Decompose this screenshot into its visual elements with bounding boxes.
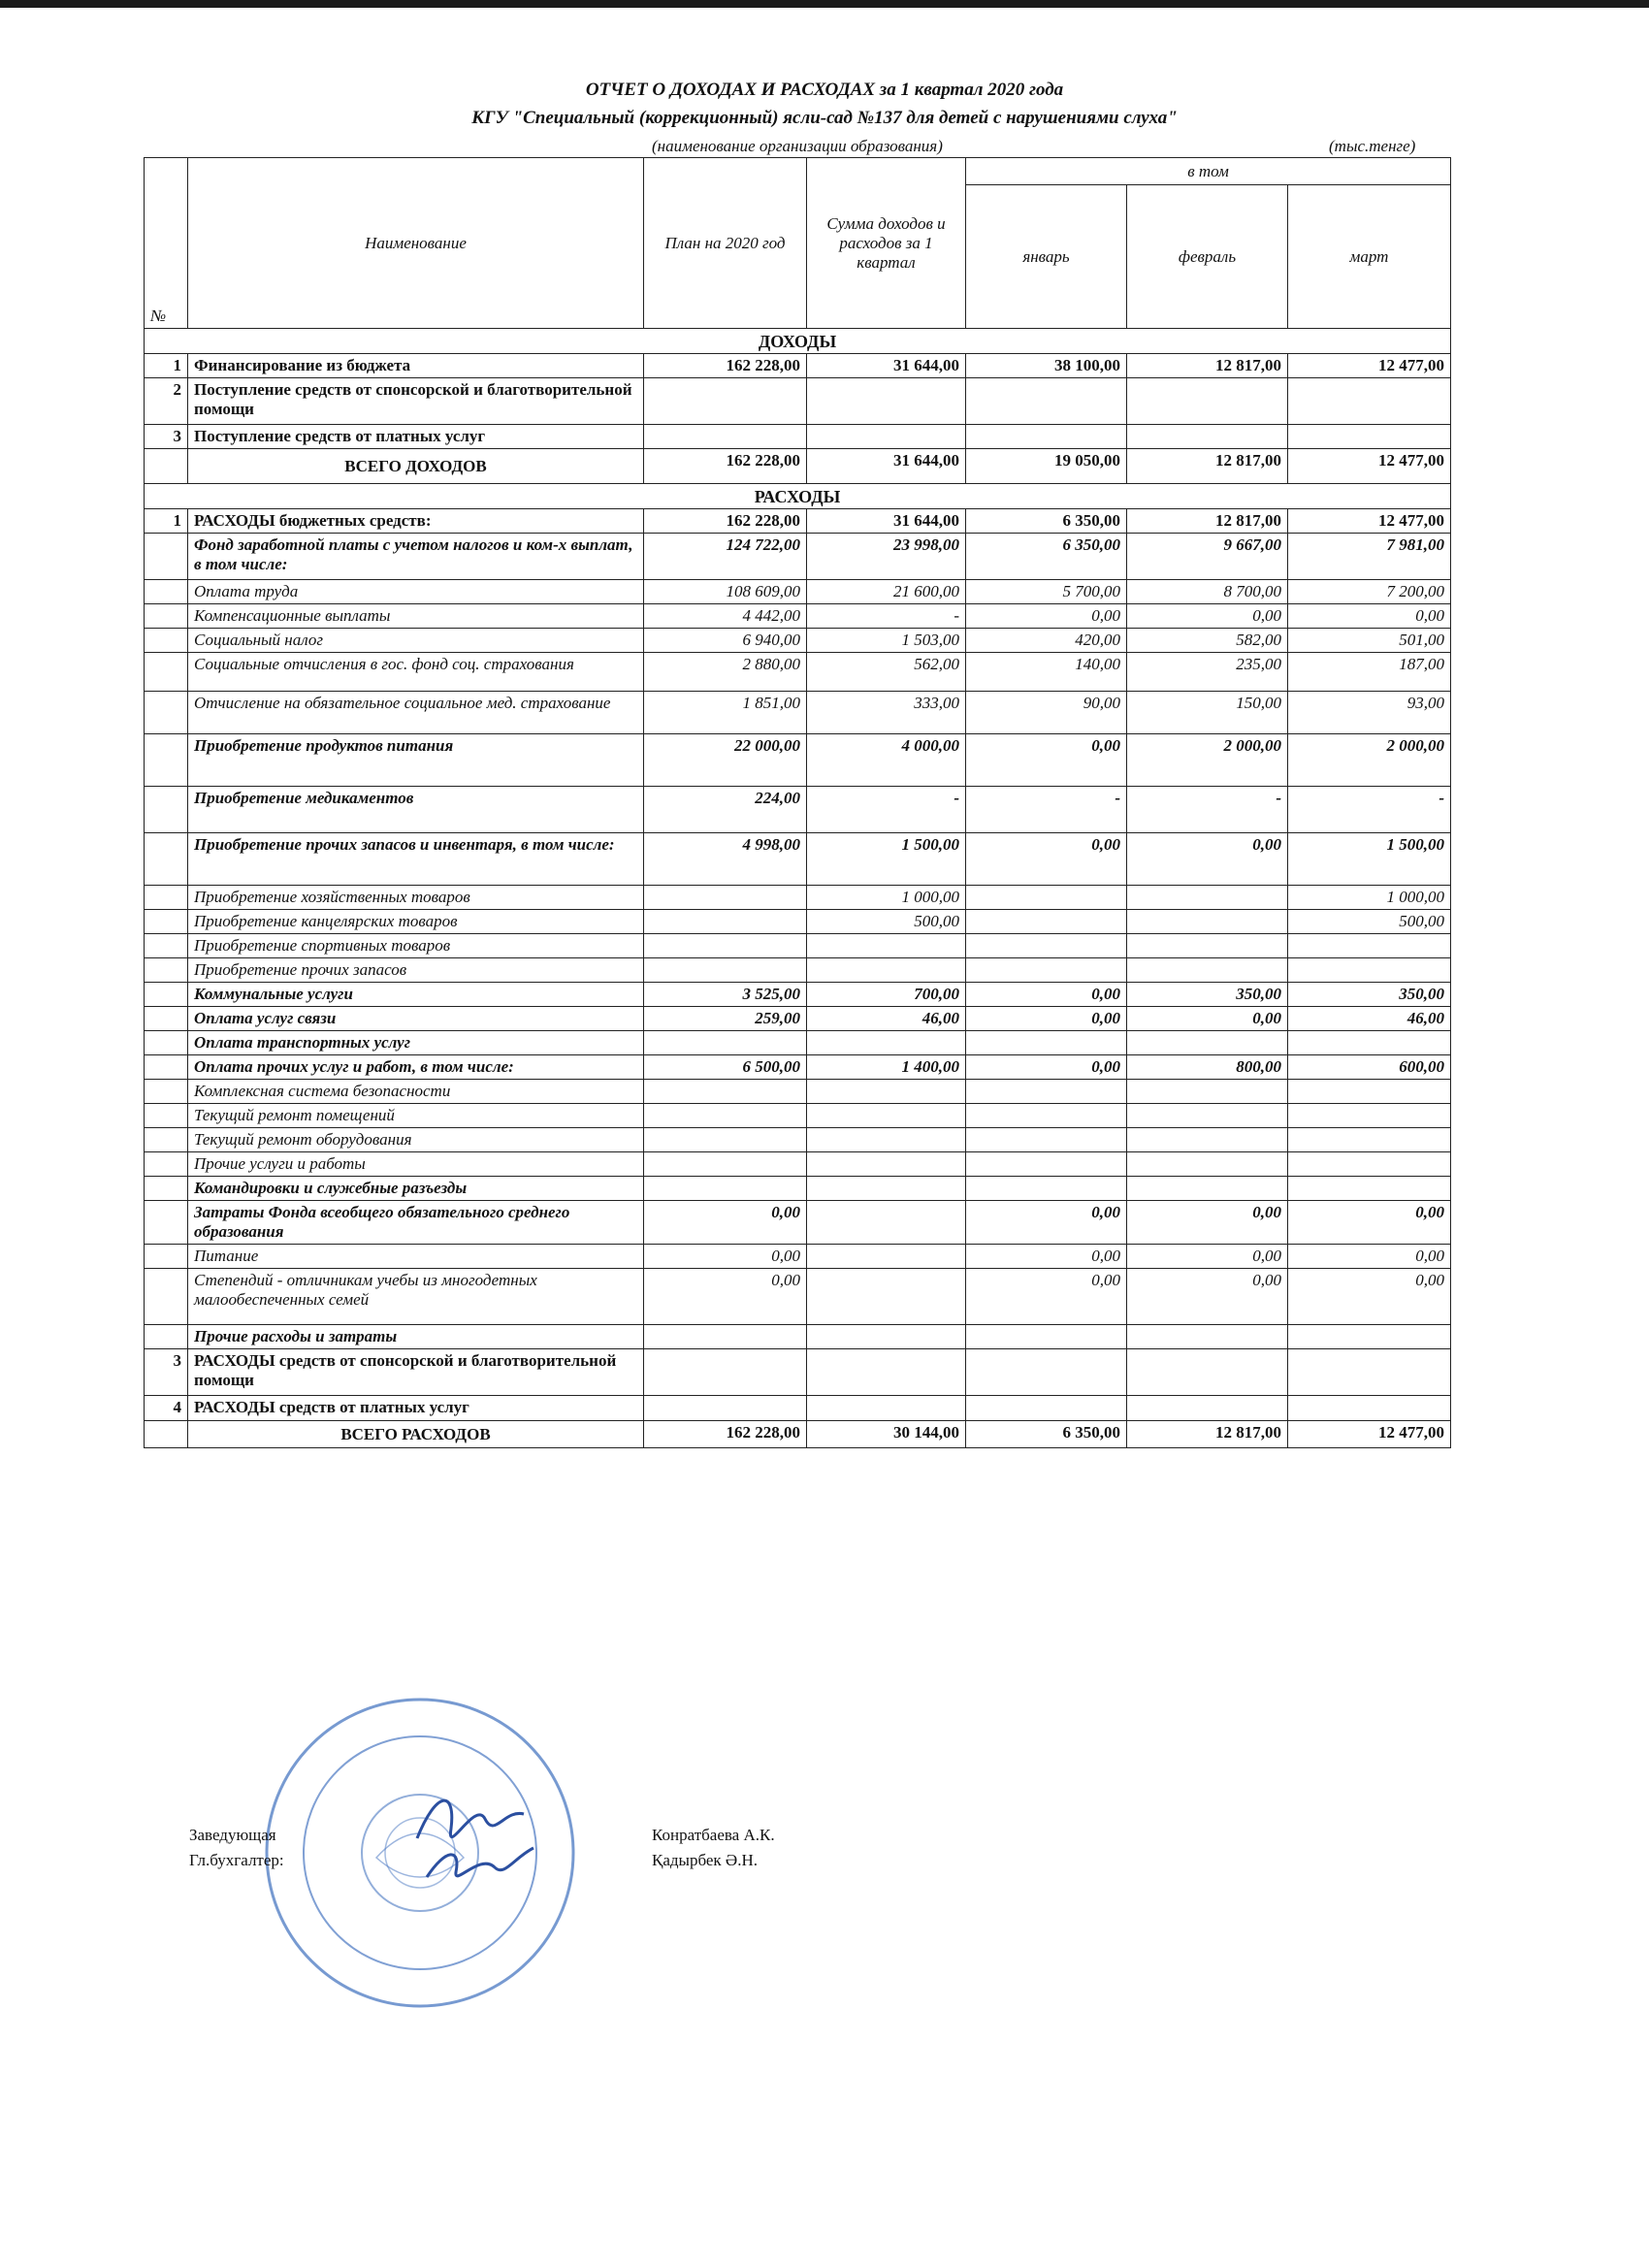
table-row xyxy=(145,378,1451,425)
table-row xyxy=(145,886,1451,910)
cell-plan xyxy=(644,958,807,983)
cell-sum xyxy=(807,1325,966,1349)
cell-feb xyxy=(1127,1128,1288,1152)
cell-sum: 21 600,00 xyxy=(807,580,966,604)
cell-jan xyxy=(966,1152,1127,1177)
row-number xyxy=(145,1421,188,1448)
row-name: Степендий - отличникам учебы из многодетных малообеспеченных семей xyxy=(188,1269,644,1325)
col-header-sum: Сумма доходов и расходов за 1 квартал xyxy=(807,158,966,329)
row-number xyxy=(145,1201,188,1245)
row-number: 1 xyxy=(145,509,188,534)
cell-plan: 2 880,00 xyxy=(644,653,807,692)
row-number xyxy=(145,604,188,629)
cell-feb xyxy=(1127,934,1288,958)
table-row xyxy=(145,534,1451,580)
cell-feb xyxy=(1127,1325,1288,1349)
row-name: Комплексная система безопасности xyxy=(188,1080,644,1104)
row-name: РАСХОДЫ бюджетных средств: xyxy=(188,509,644,534)
table-row xyxy=(145,833,1451,886)
cell-sum: 1 500,00 xyxy=(807,833,966,886)
row-name: Затраты Фонда всеобщего обязательного среднего образования xyxy=(188,1201,644,1245)
cell-sum xyxy=(807,1349,966,1396)
cell-jan xyxy=(966,1349,1127,1396)
cell-feb: 0,00 xyxy=(1127,1269,1288,1325)
cell-feb: 800,00 xyxy=(1127,1055,1288,1080)
cell-feb: 350,00 xyxy=(1127,983,1288,1007)
cell-feb: 12 817,00 xyxy=(1127,1421,1288,1448)
cell-jan: 0,00 xyxy=(966,1269,1127,1325)
cell-feb xyxy=(1127,886,1288,910)
col-header-in-that: в том xyxy=(966,158,1451,185)
row-number xyxy=(145,1152,188,1177)
cell-plan xyxy=(644,886,807,910)
cell-feb: 12 817,00 xyxy=(1127,509,1288,534)
cell-plan xyxy=(644,1325,807,1349)
table-row xyxy=(145,580,1451,604)
organization-title: КГУ "Специальный (коррекционный) ясли-сад №137 для детей с нарушениями слуха" xyxy=(471,108,1178,128)
row-name: Оплата прочих услуг и работ, в том числе: xyxy=(188,1055,644,1080)
cell-mar: 600,00 xyxy=(1288,1055,1451,1080)
cell-sum: 1 400,00 xyxy=(807,1055,966,1080)
row-name: Оплата транспортных услуг xyxy=(188,1031,644,1055)
cell-jan xyxy=(966,1325,1127,1349)
cell-plan: 0,00 xyxy=(644,1245,807,1269)
col-header-plan: План на 2020 год xyxy=(644,158,807,329)
row-name: Оплата услуг связи xyxy=(188,1007,644,1031)
cell-jan xyxy=(966,934,1127,958)
row-name: РАСХОДЫ средств от спонсорской и благотворительной помощи xyxy=(188,1349,644,1396)
row-name: Приобретение хозяйственных товаров xyxy=(188,886,644,910)
row-name: Приобретение прочих запасов и инвентаря, в том числе: xyxy=(188,833,644,886)
report-table xyxy=(144,157,1451,1448)
cell-plan: 162 228,00 xyxy=(644,354,807,378)
cell-sum: 1 503,00 xyxy=(807,629,966,653)
cell-mar xyxy=(1288,1349,1451,1396)
cell-plan: 162 228,00 xyxy=(644,449,807,484)
cell-sum: 700,00 xyxy=(807,983,966,1007)
cell-mar: 0,00 xyxy=(1288,1269,1451,1325)
unit-caption: (тыс.тенге) xyxy=(1329,137,1416,155)
row-name: ВСЕГО РАСХОДОВ xyxy=(188,1421,644,1448)
row-name: Финансирование из бюджета xyxy=(188,354,644,378)
accountant-label: Гл.бухгалтер: xyxy=(189,1851,284,1869)
cell-feb xyxy=(1127,425,1288,449)
cell-jan xyxy=(966,1396,1127,1421)
cell-mar: 350,00 xyxy=(1288,983,1451,1007)
col-header-mar: март xyxy=(1288,185,1451,329)
cell-jan: 6 350,00 xyxy=(966,1421,1127,1448)
cell-sum: 31 644,00 xyxy=(807,509,966,534)
cell-feb: 0,00 xyxy=(1127,604,1288,629)
cell-mar xyxy=(1288,1177,1451,1201)
cell-plan: 6 940,00 xyxy=(644,629,807,653)
row-number: 1 xyxy=(145,354,188,378)
cell-feb xyxy=(1127,1177,1288,1201)
row-number xyxy=(145,1128,188,1152)
table-row xyxy=(145,1031,1451,1055)
cell-plan xyxy=(644,1104,807,1128)
col-header-num: № xyxy=(145,158,188,329)
cell-sum: 562,00 xyxy=(807,653,966,692)
cell-sum xyxy=(807,378,966,425)
cell-feb: 0,00 xyxy=(1127,1201,1288,1245)
cell-sum xyxy=(807,1128,966,1152)
row-name: Оплата труда xyxy=(188,580,644,604)
cell-sum xyxy=(807,958,966,983)
cell-jan: 6 350,00 xyxy=(966,534,1127,580)
table-row xyxy=(145,425,1451,449)
income-section-header-label: ДОХОДЫ xyxy=(145,329,1451,354)
row-name: Приобретение медикаментов xyxy=(188,787,644,833)
cell-jan: 0,00 xyxy=(966,1007,1127,1031)
cell-sum xyxy=(807,1245,966,1269)
cell-sum: - xyxy=(807,604,966,629)
row-name: Фонд заработной платы с учетом налогов и ком-х выплат, в том числе: xyxy=(188,534,644,580)
income-section-header xyxy=(145,329,1451,354)
cell-mar: - xyxy=(1288,787,1451,833)
cell-mar: 187,00 xyxy=(1288,653,1451,692)
cell-mar: 46,00 xyxy=(1288,1007,1451,1031)
row-number xyxy=(145,1104,188,1128)
table-row xyxy=(145,692,1451,734)
row-name: Коммунальные услуги xyxy=(188,983,644,1007)
row-name: Социальные отчисления в гос. фонд соц. страхования xyxy=(188,653,644,692)
cell-mar: 1 500,00 xyxy=(1288,833,1451,886)
cell-feb: 12 817,00 xyxy=(1127,449,1288,484)
cell-mar: 0,00 xyxy=(1288,1201,1451,1245)
row-number xyxy=(145,1325,188,1349)
cell-feb: 0,00 xyxy=(1127,1007,1288,1031)
table-row xyxy=(145,1349,1451,1396)
table-row xyxy=(145,1152,1451,1177)
cell-feb: 2 000,00 xyxy=(1127,734,1288,787)
table-row xyxy=(145,983,1451,1007)
cell-mar: 7 981,00 xyxy=(1288,534,1451,580)
table-row xyxy=(145,787,1451,833)
cell-plan: 162 228,00 xyxy=(644,509,807,534)
cell-sum xyxy=(807,425,966,449)
cell-sum xyxy=(807,1152,966,1177)
cell-mar xyxy=(1288,378,1451,425)
scan-top-border xyxy=(0,0,1649,8)
row-number: 3 xyxy=(145,425,188,449)
cell-sum xyxy=(807,1104,966,1128)
row-number xyxy=(145,629,188,653)
row-number xyxy=(145,1177,188,1201)
table-row xyxy=(145,934,1451,958)
cell-sum xyxy=(807,1177,966,1201)
cell-feb xyxy=(1127,1031,1288,1055)
cell-feb: 235,00 xyxy=(1127,653,1288,692)
cell-feb xyxy=(1127,910,1288,934)
head-name: Конратбаева А.К. xyxy=(652,1826,775,1844)
cell-jan: 0,00 xyxy=(966,1201,1127,1245)
cell-mar xyxy=(1288,934,1451,958)
cell-mar: 0,00 xyxy=(1288,604,1451,629)
cell-feb xyxy=(1127,1104,1288,1128)
table-row xyxy=(145,1177,1451,1201)
cell-jan: 0,00 xyxy=(966,734,1127,787)
organization-caption: (наименование организации образования) xyxy=(652,137,943,155)
row-name: Поступление средств от платных услуг xyxy=(188,425,644,449)
cell-jan: 90,00 xyxy=(966,692,1127,734)
head-label: Заведующая xyxy=(189,1826,276,1844)
row-number xyxy=(145,983,188,1007)
cell-sum: 23 998,00 xyxy=(807,534,966,580)
cell-sum xyxy=(807,934,966,958)
row-number: 3 xyxy=(145,1349,188,1396)
signature-marks xyxy=(407,1780,543,1896)
row-number xyxy=(145,534,188,580)
cell-sum: 1 000,00 xyxy=(807,886,966,910)
row-number xyxy=(145,958,188,983)
cell-sum: 31 644,00 xyxy=(807,354,966,378)
row-number xyxy=(145,692,188,734)
cell-mar xyxy=(1288,1152,1451,1177)
cell-mar xyxy=(1288,1325,1451,1349)
cell-jan xyxy=(966,1031,1127,1055)
table-row xyxy=(145,910,1451,934)
row-number xyxy=(145,886,188,910)
table-row xyxy=(145,1128,1451,1152)
cell-jan: 0,00 xyxy=(966,604,1127,629)
cell-sum xyxy=(807,1080,966,1104)
table-row xyxy=(145,958,1451,983)
cell-jan xyxy=(966,1128,1127,1152)
cell-mar xyxy=(1288,1128,1451,1152)
cell-sum: 333,00 xyxy=(807,692,966,734)
cell-feb: 0,00 xyxy=(1127,833,1288,886)
table-row xyxy=(145,1245,1451,1269)
cell-sum: - xyxy=(807,787,966,833)
cell-mar xyxy=(1288,425,1451,449)
cell-mar: 93,00 xyxy=(1288,692,1451,734)
cell-mar: 501,00 xyxy=(1288,629,1451,653)
row-number xyxy=(145,653,188,692)
row-number xyxy=(145,1269,188,1325)
cell-jan xyxy=(966,958,1127,983)
row-number xyxy=(145,1031,188,1055)
cell-plan: 4 998,00 xyxy=(644,833,807,886)
cell-feb xyxy=(1127,378,1288,425)
cell-jan xyxy=(966,1177,1127,1201)
cell-jan: 38 100,00 xyxy=(966,354,1127,378)
cell-plan xyxy=(644,1396,807,1421)
cell-jan: 6 350,00 xyxy=(966,509,1127,534)
table-row xyxy=(145,354,1451,378)
cell-plan: 6 500,00 xyxy=(644,1055,807,1080)
row-number xyxy=(145,580,188,604)
cell-jan xyxy=(966,910,1127,934)
cell-jan xyxy=(966,886,1127,910)
cell-plan xyxy=(644,1152,807,1177)
row-name: Приобретение прочих запасов xyxy=(188,958,644,983)
cell-plan: 3 525,00 xyxy=(644,983,807,1007)
cell-mar xyxy=(1288,1031,1451,1055)
cell-feb xyxy=(1127,958,1288,983)
expense-section-header-label: РАСХОДЫ xyxy=(145,484,1451,509)
row-number xyxy=(145,934,188,958)
cell-feb: 8 700,00 xyxy=(1127,580,1288,604)
cell-plan xyxy=(644,1177,807,1201)
cell-mar: 12 477,00 xyxy=(1288,449,1451,484)
cell-feb: 9 667,00 xyxy=(1127,534,1288,580)
table-row xyxy=(145,1055,1451,1080)
cell-jan: - xyxy=(966,787,1127,833)
report-table-body xyxy=(145,329,1451,1448)
cell-mar: 7 200,00 xyxy=(1288,580,1451,604)
cell-jan: 0,00 xyxy=(966,983,1127,1007)
cell-mar: 500,00 xyxy=(1288,910,1451,934)
cell-plan: 162 228,00 xyxy=(644,1421,807,1448)
cell-sum: 4 000,00 xyxy=(807,734,966,787)
cell-sum xyxy=(807,1396,966,1421)
table-row xyxy=(145,1396,1451,1421)
cell-plan: 0,00 xyxy=(644,1201,807,1245)
row-number xyxy=(145,1080,188,1104)
table-row xyxy=(145,509,1451,534)
row-name: Командировки и служебные разъезды xyxy=(188,1177,644,1201)
cell-feb: 12 817,00 xyxy=(1127,354,1288,378)
cell-jan: 5 700,00 xyxy=(966,580,1127,604)
cell-plan: 224,00 xyxy=(644,787,807,833)
cell-plan xyxy=(644,1349,807,1396)
report-title: ОТЧЕТ О ДОХОДАХ И РАСХОДАХ за 1 квартал 2020 года xyxy=(585,80,1064,100)
cell-sum xyxy=(807,1201,966,1245)
row-name: РАСХОДЫ средств от платных услуг xyxy=(188,1396,644,1421)
cell-plan xyxy=(644,1031,807,1055)
row-name: Питание xyxy=(188,1245,644,1269)
row-number: 2 xyxy=(145,378,188,425)
cell-feb: 582,00 xyxy=(1127,629,1288,653)
cell-mar: 2 000,00 xyxy=(1288,734,1451,787)
cell-jan xyxy=(966,1104,1127,1128)
table-row xyxy=(145,734,1451,787)
table-row xyxy=(145,1201,1451,1245)
cell-plan xyxy=(644,1080,807,1104)
row-name: Отчисление на обязательное социальное мед. страхование xyxy=(188,692,644,734)
cell-plan: 0,00 xyxy=(644,1269,807,1325)
col-header-name: Наименование xyxy=(188,158,644,329)
cell-jan: 140,00 xyxy=(966,653,1127,692)
cell-mar xyxy=(1288,1396,1451,1421)
row-name: Прочие расходы и затраты xyxy=(188,1325,644,1349)
row-number xyxy=(145,910,188,934)
cell-mar: 1 000,00 xyxy=(1288,886,1451,910)
cell-feb: 0,00 xyxy=(1127,1245,1288,1269)
cell-plan xyxy=(644,934,807,958)
cell-plan: 1 851,00 xyxy=(644,692,807,734)
row-number xyxy=(145,787,188,833)
row-name: Текущий ремонт помещений xyxy=(188,1104,644,1128)
table-row xyxy=(145,653,1451,692)
cell-plan: 259,00 xyxy=(644,1007,807,1031)
table-row xyxy=(145,604,1451,629)
row-name: Социальный налог xyxy=(188,629,644,653)
cell-mar xyxy=(1288,958,1451,983)
cell-feb: 150,00 xyxy=(1127,692,1288,734)
cell-sum: 500,00 xyxy=(807,910,966,934)
row-number xyxy=(145,833,188,886)
cell-mar: 12 477,00 xyxy=(1288,354,1451,378)
cell-plan xyxy=(644,425,807,449)
cell-plan: 4 442,00 xyxy=(644,604,807,629)
cell-jan: 420,00 xyxy=(966,629,1127,653)
row-name: Компенсационные выплаты xyxy=(188,604,644,629)
cell-mar xyxy=(1288,1104,1451,1128)
cell-feb: - xyxy=(1127,787,1288,833)
cell-plan: 124 722,00 xyxy=(644,534,807,580)
cell-mar: 12 477,00 xyxy=(1288,1421,1451,1448)
table.income_total xyxy=(145,449,1451,484)
row-number xyxy=(145,1245,188,1269)
row-name: Текущий ремонт оборудования xyxy=(188,1128,644,1152)
cell-jan xyxy=(966,378,1127,425)
table-row xyxy=(145,1269,1451,1325)
expense-section-header xyxy=(145,484,1451,509)
cell-plan: 22 000,00 xyxy=(644,734,807,787)
cell-sum: 46,00 xyxy=(807,1007,966,1031)
cell-jan: 19 050,00 xyxy=(966,449,1127,484)
cell-sum xyxy=(807,1269,966,1325)
cell-plan xyxy=(644,1128,807,1152)
cell-sum: 30 144,00 xyxy=(807,1421,966,1448)
cell-jan: 0,00 xyxy=(966,1245,1127,1269)
cell-feb xyxy=(1127,1349,1288,1396)
table-row xyxy=(145,1325,1451,1349)
table-row xyxy=(145,629,1451,653)
cell-sum: 31 644,00 xyxy=(807,449,966,484)
cell-jan xyxy=(966,425,1127,449)
row-name: Приобретение канцелярских товаров xyxy=(188,910,644,934)
cell-jan xyxy=(966,1080,1127,1104)
row-name: Поступление средств от спонсорской и благотворительной помощи xyxy=(188,378,644,425)
table.expense_total xyxy=(145,1421,1451,1448)
row-number xyxy=(145,449,188,484)
cell-plan xyxy=(644,378,807,425)
row-number xyxy=(145,734,188,787)
row-number xyxy=(145,1007,188,1031)
cell-plan: 108 609,00 xyxy=(644,580,807,604)
table-row xyxy=(145,1007,1451,1031)
cell-jan: 0,00 xyxy=(966,833,1127,886)
row-number: 4 xyxy=(145,1396,188,1421)
cell-mar: 12 477,00 xyxy=(1288,509,1451,534)
row-name: Приобретение спортивных товаров xyxy=(188,934,644,958)
cell-jan: 0,00 xyxy=(966,1055,1127,1080)
cell-mar xyxy=(1288,1080,1451,1104)
cell-sum xyxy=(807,1031,966,1055)
row-name: Прочие услуги и работы xyxy=(188,1152,644,1177)
cell-feb xyxy=(1127,1080,1288,1104)
cell-feb xyxy=(1127,1152,1288,1177)
row-name: Приобретение продуктов питания xyxy=(188,734,644,787)
col-header-feb: февраль xyxy=(1127,185,1288,329)
cell-plan xyxy=(644,910,807,934)
table-row xyxy=(145,1104,1451,1128)
cell-mar: 0,00 xyxy=(1288,1245,1451,1269)
accountant-name: Қадырбек Ә.Н. xyxy=(652,1851,758,1869)
table-row xyxy=(145,1080,1451,1104)
row-number xyxy=(145,1055,188,1080)
col-header-jan: январь xyxy=(966,185,1127,329)
cell-feb xyxy=(1127,1396,1288,1421)
row-name: ВСЕГО ДОХОДОВ xyxy=(188,449,644,484)
